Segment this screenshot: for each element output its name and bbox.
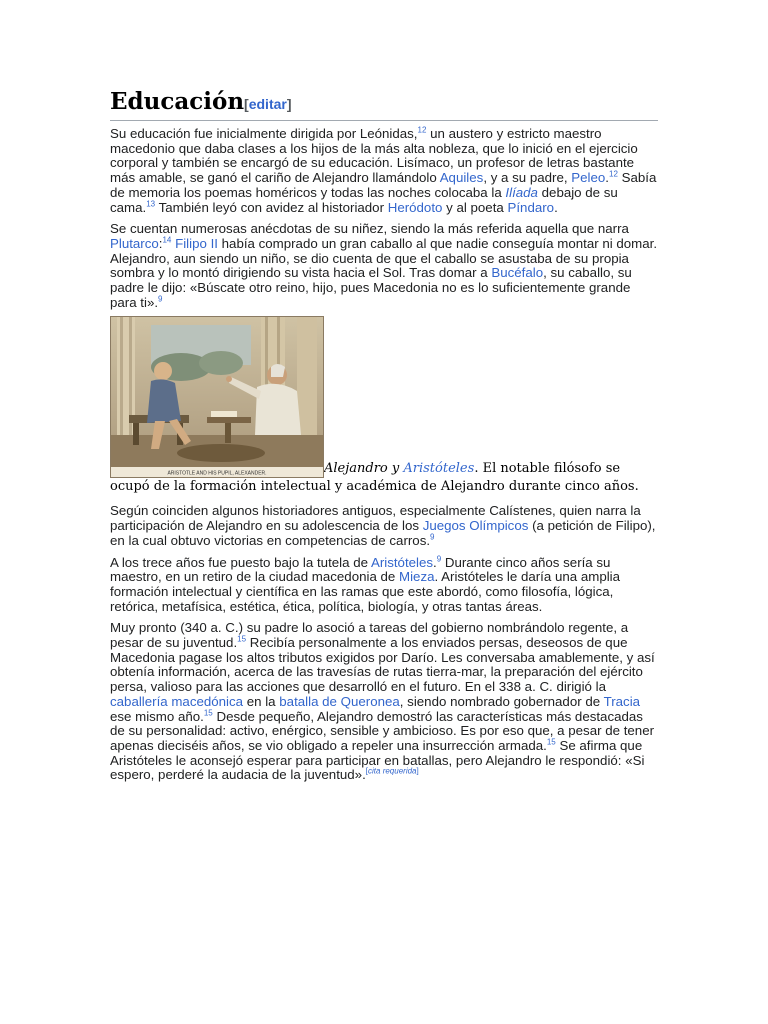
figure: ARISTOTLE AND HIS PUPIL, ALEXANDER. Alejandro y Aristóteles. El notable filósofo se ocupó de la formación intelectual y académica de Alejandro durante cinco años. [110,316,658,496]
paragraph-1: Su educación fue inicialmente dirigida por Leónidas,$^{12}$ un austero y estricto maestro macedonio que daba clases a los hijos de la más alta nobleza, que lo inició en el ejercicio corporal y también se encargó de su educación. Lisímaco, un profesor de letras bastante más amable, se ganó el cariño de Alejandro llamándolo Aquiles, y a su padre, Peleo.$^{12}$ Sabía de memoria los poemas homéricos y todas las noches colocaba la Ilíada debajo de su cama.$^{13}$ También leyó con avidez al historiador Heródoto y al poeta Píndaro. [110,125,657,215]
link-caballeria-macedonica[interactable]: caballería macedónica [110,693,244,709]
reference-9c[interactable]: 9 [436,554,442,564]
paragraph-5: Muy pronto (340 a. C.) su padre lo asoció a tareas del gobierno nombrándolo regente, a pesar de su juventud.$^{15}$ Recibía personalmente a los enviados persas, deseosos de que Macedonia pagase los altos tributos exigidos por Darío. Les conversaba amablemente, y así obtenía información, acerca de las travesías de rutas tierra-mar, la preparación del ejército persa, valioso para las acciones que desarrolló en el futuro. En el 338 a. C. dirigió la caballería macedónica en la batalla de Queronea, siendo nombrado gobernador de Tracia ese mismo año.$^{15}$ Desde pequeño, Alejandro demostró las características más destacadas de su personalidad: activo, enérgico, sensible y ambicioso. Es por eso que, a pesar de tener apenas dieciséis años, se vio obligado a repeler una insurrección armada.$^{15}$ Se afirma que Aristóteles le aconsejó esperar para participar en batallas, pero Alejandro le respondió: «Si espero, perderé la audacia de la juventud».[cita requerida] [110,620,655,783]
reference-9b[interactable]: 9 [430,532,435,542]
reference-15b[interactable]: 15 [203,708,213,718]
section-heading [110,88,658,121]
paragraph-4: A los trece años fue puesto bajo la tutela de Aristóteles.$^9$ Durante cinco años sería su maestro, en un retiro de la ciudad macedonia de Mieza. Aristóteles le daría una amplia formación intelectual y científica en las ramas que este abordó, como filosofía, lógica, retórica, metafísica, estética, ética, política, biología, y otras tantas áreas. [110,554,621,614]
reference-15c[interactable]: 15 [546,737,556,747]
link-aquiles[interactable]: Aquiles [439,170,484,186]
paragraph-3: Según coinciden algunos historiadores antiguos, especialmente Calístenes, quien narra la participación de Alejandro en su adolescencia de los Juegos Olímpicos (a petición de Filipo), en la cual obtuvo victorias en competencias de carros.$^9$ [110,503,656,548]
article-section [110,88,658,790]
link-tracia[interactable]: Tracia [603,693,641,709]
link-herodoto[interactable]: Heródoto [387,199,443,215]
link-peleo[interactable]: Peleo [571,170,606,186]
engraving-caption: ARISTOTLE AND HIS PUPIL, ALEXANDER. [167,470,267,477]
link-iliada[interactable]: Ilíada [505,184,538,200]
edit-section-link[interactable]: [editar] [244,96,292,112]
citation-needed[interactable]: [cita requerida] [365,766,419,776]
engraving-image[interactable] [110,316,324,478]
link-pindaro[interactable]: Píndaro [507,199,555,215]
paragraph-2: Se cuentan numerosas anécdotas de su niñez, siendo la más referida aquella que narra Plutarco:$^{14}$ Filipo II había comprado un gran caballo al que nadie conseguía montar ni domar. Alejandro, aun siendo un niño, se dio cuenta de que el caballo se asustaba de su propia sombra y lo montó dirigiendo su vista hacia el Sol. Tras domar a Bucéfalo, su caballo, su padre le dijo: «Búscate otro reino, hijo, pues Macedonia no es lo suficientemente grande para ti».$^9$ [110,221,658,310]
link-juegos-olimpicos[interactable]: Juegos Olímpicos [422,518,529,534]
reference-9[interactable]: 9 [158,294,163,304]
link-bucefalo[interactable]: Bucéfalo [491,265,544,281]
reference-15[interactable]: 15 [237,634,247,644]
reference-12b[interactable]: 12 [609,169,618,179]
reference-12[interactable]: 12 [417,125,427,135]
link-mieza[interactable]: Mieza [399,569,435,585]
edit-link-label[interactable]: editar [248,96,287,112]
link-filipo-ii[interactable]: Filipo II [175,235,218,251]
section-title: Educación [110,88,245,115]
reference-14[interactable]: 14 [162,235,172,245]
link-plutarco[interactable]: Plutarco [110,235,159,251]
link-aristoteles[interactable]: Aristóteles [370,554,434,570]
link-batalla-de-queronea[interactable]: batalla de Queronea [279,693,400,709]
reference-13[interactable]: 13 [146,199,156,209]
link-aristoteles-caption[interactable]: Aristóteles [403,461,475,477]
